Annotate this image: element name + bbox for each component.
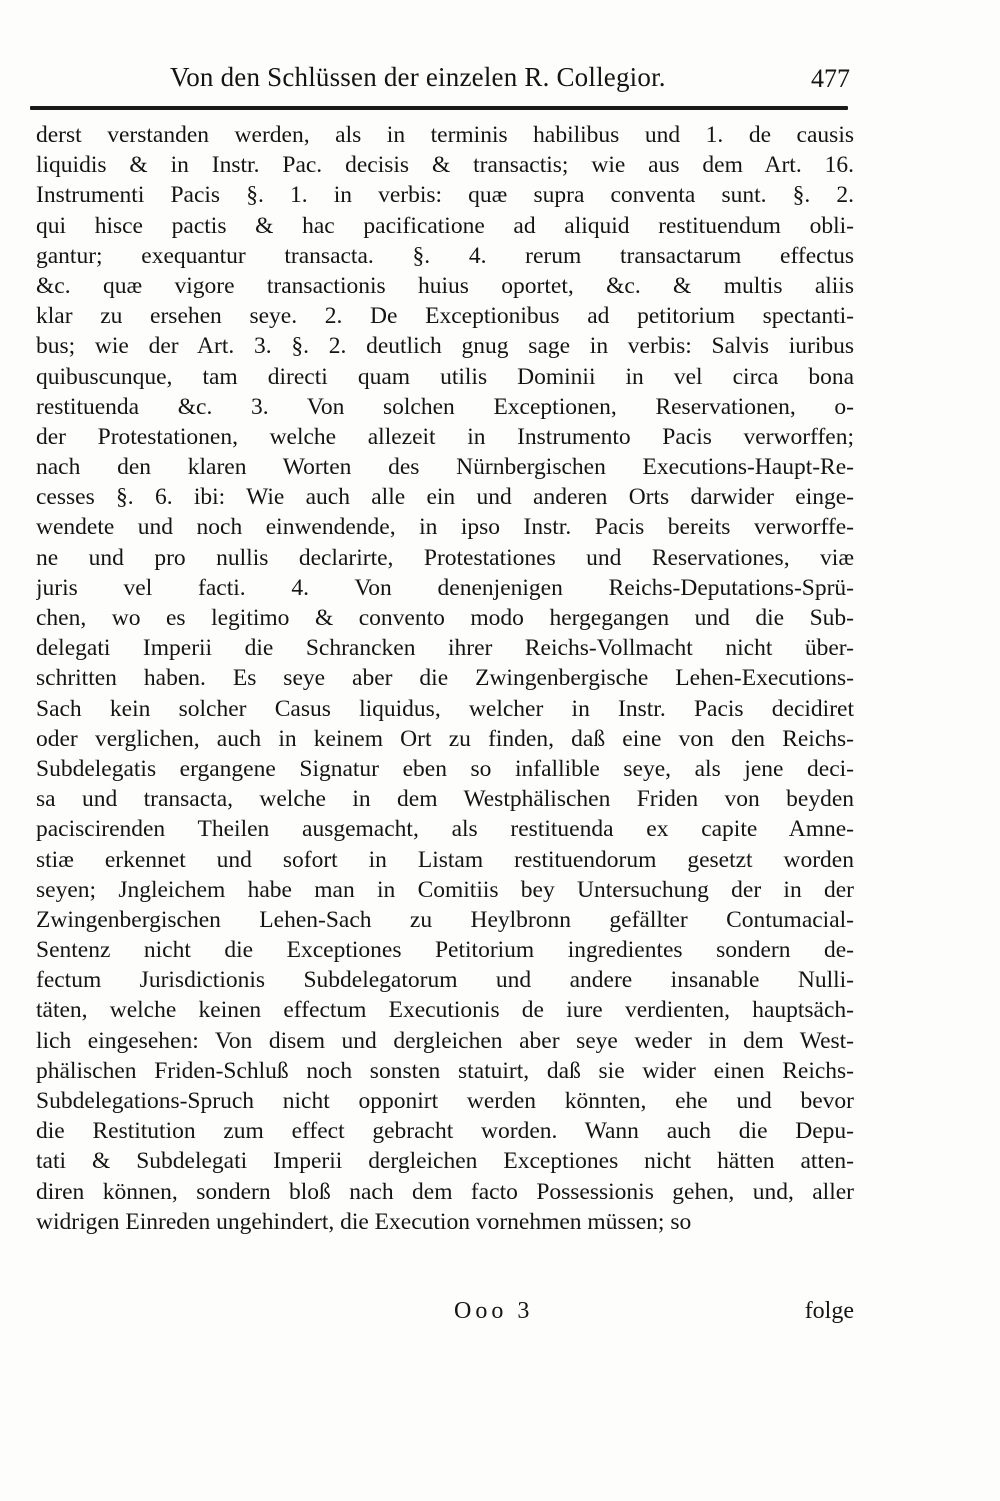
body-text <box>36 120 854 1237</box>
text-line: Sentenz nicht die Exceptiones Petitorium ingredientes sondern de- <box>36 937 854 964</box>
text-line: cesses §. 6. ibi: Wie auch alle ein und anderen Orts darwider einge- <box>36 484 854 511</box>
text-line: paciscirenden Theilen ausgemacht, als restituenda ex capite Amne- <box>36 816 854 843</box>
text-line: nach den klaren Worten des Nürnbergischen Executions-Haupt-Re- <box>36 454 854 481</box>
text-line: tati & Subdelegati Imperii dergleichen Exceptiones nicht hätten atten- <box>36 1148 854 1175</box>
text-line: quibuscunque, tam directi quam utilis Dominii in vel circa bona <box>36 363 854 390</box>
text-line: &c. quæ vigore transactionis huius oportet, &c. & multis aliis <box>36 272 854 299</box>
text-line: schritten haben. Es seye aber die Zwingenbergische Lehen-Executions- <box>36 665 854 692</box>
text-line: widrigen Einreden ungehindert, die Execution vornehmen müssen; so <box>36 1208 692 1235</box>
text-line: fectum Jurisdictionis Subdelegatorum und andere insanable Nulli- <box>36 967 854 994</box>
text-line: oder verglichen, auch in keinem Ort zu finden, daß eine von den Reichs- <box>36 725 854 752</box>
text-line: täten, welche keinen effectum Executionis de iure verdienten, hauptsäch- <box>36 997 854 1024</box>
text-line: gantur; exequantur transacta. §. 4. rerum transactarum effectus <box>36 242 854 269</box>
page-header <box>40 58 852 98</box>
running-head: Von den Schlüssen der einzelen R. Collegior. <box>170 62 666 92</box>
text-line: seyen; Jngleichem habe man in Comitiis bey Untersuchung der in der <box>36 876 854 903</box>
text-line: liquidis & in Instr. Pac. decisis & transactis; wie aus dem Art. 16. <box>36 152 854 179</box>
catchword: folge <box>804 1298 854 1324</box>
text-line: bus; wie der Art. 3. §. 2. deutlich gnug sage in verbis: Salvis iuribus <box>36 333 854 360</box>
text-line: wendete und noch einwendende, in ipso Instr. Pacis bereits verworffe- <box>36 514 854 541</box>
text-line: juris vel facti. 4. Von denenjenigen Reichs-Deputations-Sprü- <box>36 574 854 601</box>
text-line: delegati Imperii die Schrancken ihrer Reichs-Vollmacht nicht über- <box>36 635 854 662</box>
text-line: restituenda &c. 3. Von solchen Exceptionen, Reservationen, o- <box>36 393 854 420</box>
text-line: Instrumenti Pacis §. 1. in verbis: quæ supra conventa sunt. §. 2. <box>36 182 854 209</box>
signature-mark: Ooo 3 <box>454 1298 534 1324</box>
text-line: Sach kein solcher Casus liquidus, welcher in Instr. Pacis decidiret <box>36 695 854 722</box>
text-line: Zwingenbergischen Lehen-Sach zu Heylbronn gefällter Contumacial- <box>36 906 854 933</box>
page-footer <box>36 1296 854 1332</box>
text-line: der Protestationen, welche allezeit in Instrumento Pacis verworffen; <box>36 423 854 450</box>
text-line: klar zu ersehen seye. 2. De Exceptionibus ad petitorium spectanti- <box>36 303 854 330</box>
text-line: chen, wo es legitimo & convento modo hergegangen und die Sub- <box>36 605 854 631</box>
header-rule <box>30 106 848 110</box>
text-line: stiæ erkennet und sofort in Listam restituendorum gesetzt worden <box>36 846 854 873</box>
text-line: Subdelegatis ergangene Signatur eben so infallible seye, als jene deci- <box>36 755 854 782</box>
text-line: lich eingesehen: Von disem und dergleichen aber seye weder in dem West- <box>36 1027 854 1054</box>
text-line: die Restitution zum effect gebracht worden. Wann auch die Depu- <box>36 1118 854 1145</box>
text-line: diren können, sondern bloß nach dem facto Possessionis gehen, und, aller <box>36 1178 854 1205</box>
page-number: 477 <box>811 64 850 93</box>
text-line: ne und pro nullis declarirte, Protestationes und Reservationes, viæ <box>36 544 854 571</box>
text-line: phälischen Friden-Schluß noch sonsten statuirt, daß sie wider einen Reichs- <box>36 1057 854 1084</box>
text-line: qui hisce pactis & hac pacificatione ad aliquid restituendum obli- <box>36 212 854 239</box>
text-line: sa und transacta, welche in dem Westphälischen Friden von beyden <box>36 786 854 813</box>
text-line: derst verstanden werden, als in terminis habilibus und 1. de causis <box>36 122 854 148</box>
text-line: Subdelegations-Spruch nicht opponirt werden könnten, ehe und bevor <box>36 1088 854 1114</box>
